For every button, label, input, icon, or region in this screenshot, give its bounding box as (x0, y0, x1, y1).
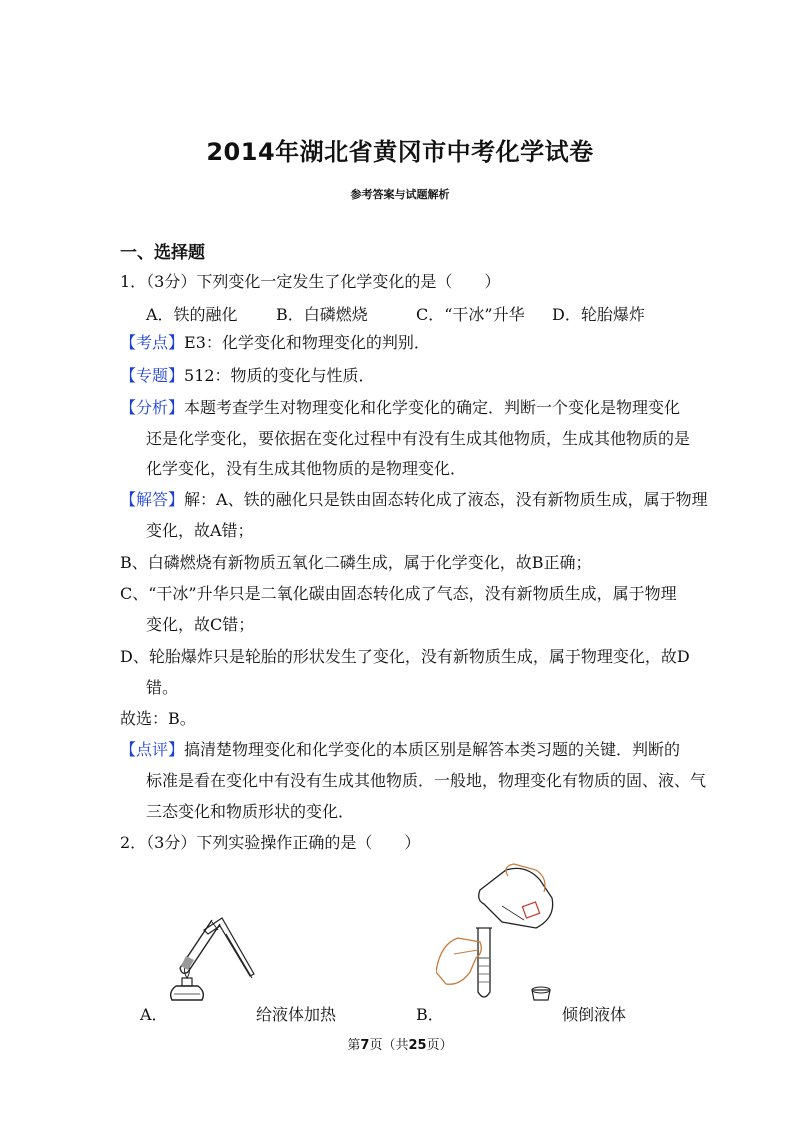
jieda-line-6: D、轮胎爆炸只是轮胎的形状发生了变化，没有新物质生成，属于物理变化，故D (120, 647, 690, 666)
total-pages: 25 (408, 1038, 427, 1053)
jieda-tag: 【解答】 (120, 490, 185, 509)
fenxi-line-1: 【分析】本题考查学生对物理变化和化学变化的确定．判断一个变化是物理变化 (120, 398, 681, 417)
jieda-line-5: 变化，故C错； (146, 615, 255, 634)
dianping-line-3: 三态变化和物质形状的变化． (146, 802, 355, 821)
page-footer: 第7页（共25页） (347, 1038, 453, 1053)
q1-option-c: C．“干冰”升华 (416, 305, 525, 324)
section-heading: 一、选择题 (120, 243, 205, 263)
page-subtitle: 参考答案与试题解析 (350, 188, 450, 201)
jieda-line-1: 【解答】解：A、铁的融化只是铁由固态转化成了液态，没有新物质生成，属于物理 (120, 490, 708, 509)
q2-option-b-text: 倾倒液体 (562, 1005, 627, 1024)
fenxi-line-3: 化学变化，没有生成其他物质的是物理变化． (146, 459, 467, 478)
pouring-liquid-figure (436, 862, 576, 1012)
jieda-line-4: C、“干冰”升华只是二氧化碳由固态转化成了气态，没有新物质生成，属于物理 (120, 584, 677, 603)
q2-option-a-text: 给液体加热 (256, 1005, 337, 1024)
jieda-line-7: 错。 (146, 678, 179, 697)
fenxi-tag: 【分析】 (120, 398, 185, 417)
q1-option-b: B．白磷燃烧 (276, 305, 368, 324)
answer-choice: 故选：B。 (120, 709, 196, 728)
kaodian-tag: 【考点】 (120, 333, 185, 352)
q2-option-b-label: B． (416, 1005, 444, 1024)
zhuanti-tag: 【专题】 (120, 366, 185, 385)
dianping-line-2: 标准是看在变化中有没有生成其他物质．一般地，物理变化有物质的固、液、气 (146, 771, 707, 790)
question-1-stem: 1．（3分）下列变化一定发生了化学变化的是（ ） (120, 272, 501, 291)
kaodian-text: E3：化学变化和物理变化的判别． (184, 333, 430, 352)
zhuanti-text: 512：物质的变化与性质． (184, 366, 375, 385)
fenxi-line-2: 还是化学变化，要依据在变化过程中有没有生成其他物质，生成其他物质的是 (146, 429, 691, 448)
question-2-stem: 2．（3分）下列实验操作正确的是（ ） (120, 833, 421, 852)
zhuanti-line (120, 366, 375, 386)
dianping-tag: 【点评】 (120, 740, 185, 759)
page-title: 2014年湖北省黄冈市中考化学试卷 (206, 138, 594, 166)
kaodian-line (120, 333, 430, 353)
page-number: 7 (360, 1038, 370, 1053)
jieda-line-2: 变化，故A错； (146, 521, 254, 540)
dianping-line-1: 【点评】搞清楚物理变化和化学变化的本质区别是解答本类习题的关键．判断的 (120, 740, 681, 759)
q1-option-a: A．铁的融化 (146, 305, 238, 324)
q1-option-d: D．轮胎爆炸 (552, 305, 645, 324)
q2-option-a-label: A． (140, 1005, 168, 1024)
heating-liquid-figure (160, 908, 270, 1008)
jieda-line-3: B、白磷燃烧有新物质五氧化二磷生成，属于化学变化，故B正确； (120, 553, 592, 572)
